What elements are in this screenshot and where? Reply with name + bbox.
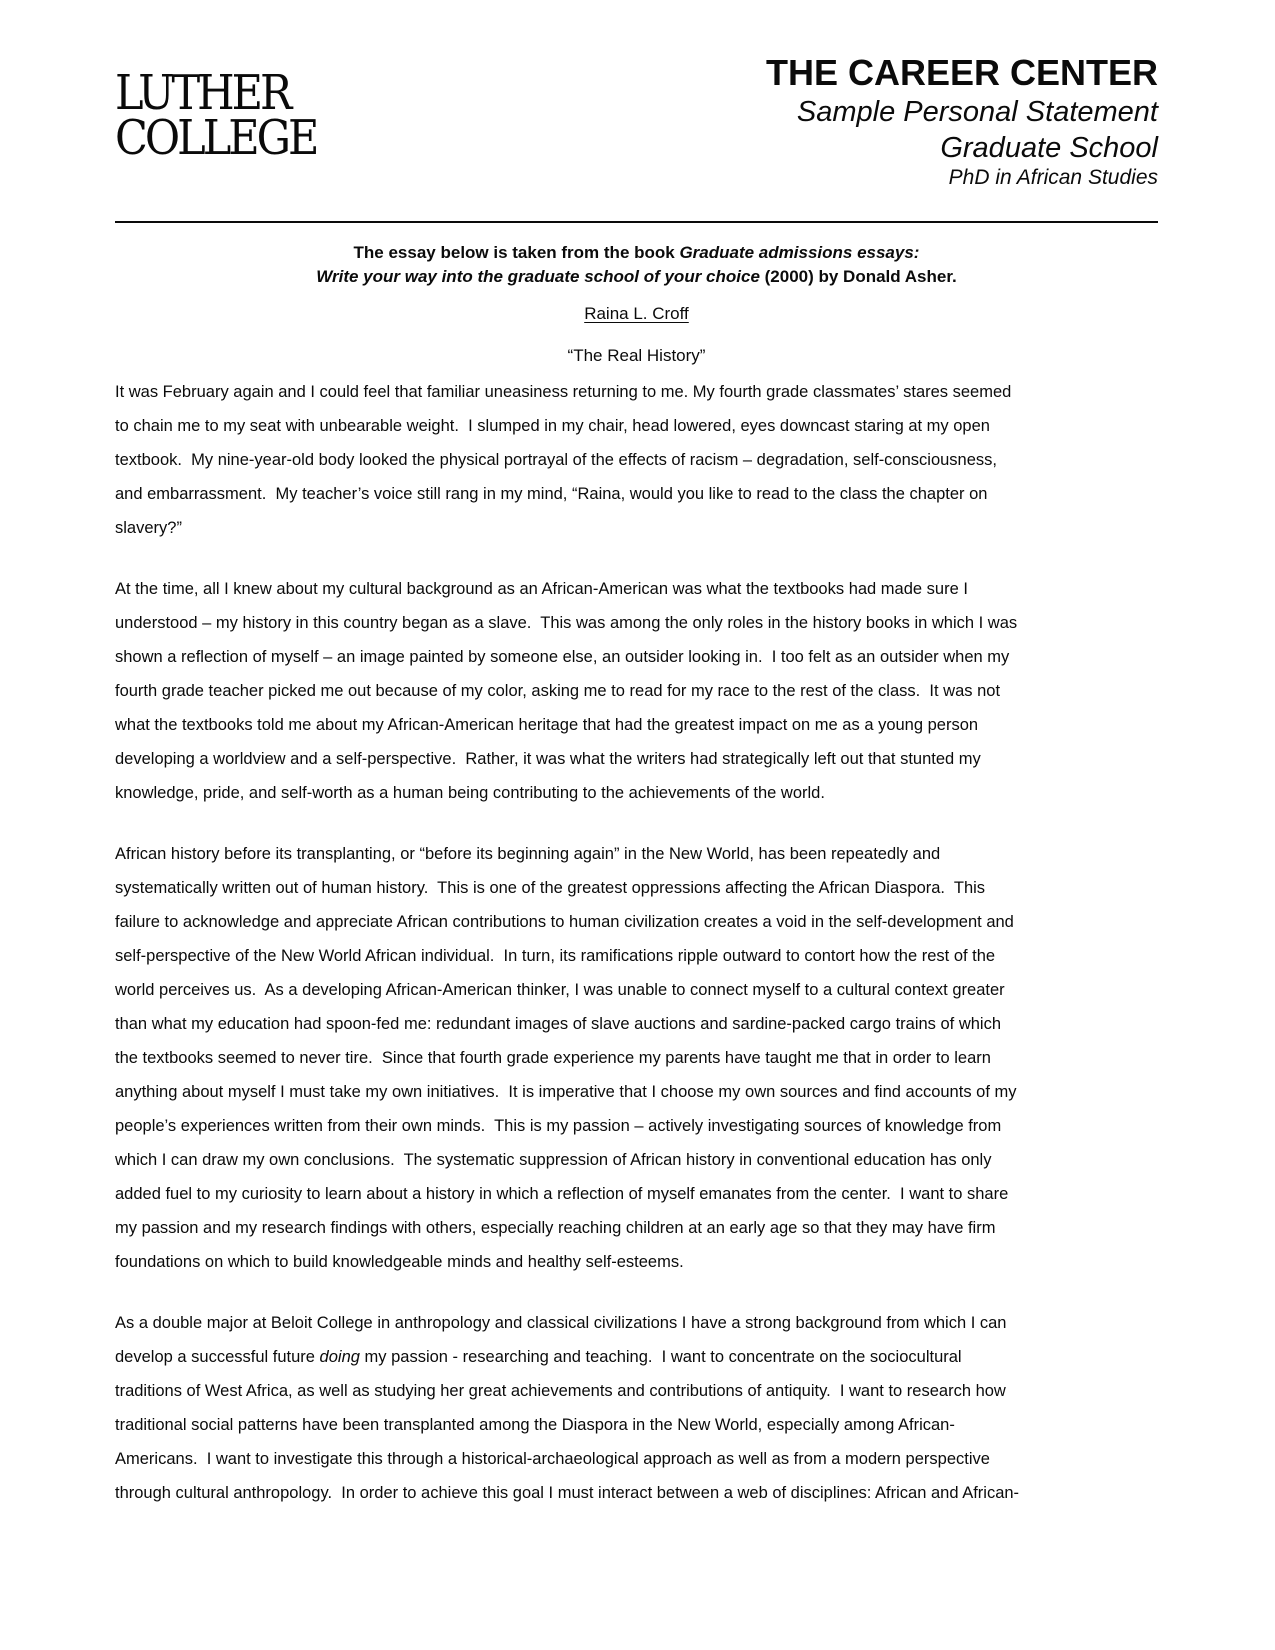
essay-body: [115, 375, 1158, 1510]
text-segment: Graduate admissions essays:: [679, 243, 920, 262]
essay-line: It was February again and I could feel that familiar uneasiness returning to me. My fourth grade classmates’ stares seemed: [115, 383, 1012, 401]
essay-line: African history before its transplanting, or “before its beginning again” in the New World, has been repeatedly and: [115, 845, 941, 863]
essay-line: failure to acknowledge and appreciate African contributions to human civilization creates a void in the self-development and: [115, 913, 1014, 931]
essay-line: slavery?”: [115, 519, 182, 537]
essay-line: As a double major at Beloit College in anthropology and classical civilizations I have a strong background from which I can: [115, 1314, 1007, 1332]
essay-line: [115, 1340, 1158, 1374]
text-segment: doing: [319, 1348, 360, 1366]
page-header: [115, 52, 1158, 191]
essay-line: traditions of West Africa, as well as studying her great achievements and contributions of antiquity. I want to research how: [115, 1382, 1006, 1400]
text-segment: develop a successful future: [115, 1348, 320, 1366]
essay-paragraph: [115, 572, 1158, 810]
text-segment: (2000) by Donald Asher.: [759, 267, 957, 286]
essay-line: what the textbooks told me about my African-American heritage that had the greatest impact on me as a young person: [115, 716, 979, 734]
essay-line: to chain me to my seat with unbearable weight. I slumped in my chair, head lowered, eyes downcast staring at my open: [115, 417, 990, 435]
essay-line: and embarrassment. My teacher’s voice still rang in my mind, “Raina, would you like to read to the class the chapter on: [115, 485, 988, 503]
header-titles: [766, 52, 1158, 191]
header-divider: [115, 221, 1158, 223]
luther-college-logo: [115, 65, 317, 166]
text-segment: The essay below is taken from the book: [353, 243, 680, 262]
essay-title: “The Real History”: [567, 346, 706, 365]
essay-paragraph: [115, 375, 1158, 545]
essay-line: the textbooks seemed to never tire. Since that fourth grade experience my parents have taught me that in order to learn: [115, 1049, 991, 1067]
subtitle-sample-personal-statement: Sample Personal Statement: [796, 96, 1158, 128]
essay-line: shown a reflection of myself – an image painted by someone else, an outsider looking in. I too felt as an outsider when my: [115, 648, 1010, 666]
essay-line: my passion and my research findings with others, especially reaching children at an early age so that they may have firm: [115, 1219, 996, 1237]
essay-line: systematically written out of human history. This is one of the greatest oppressions affecting the African Diaspora. This: [115, 879, 986, 897]
source-note-line-1: [115, 241, 1158, 265]
essay-line: added fuel to my curiosity to learn about a history in which a reflection of myself emanates from the center. I want to share: [115, 1185, 1009, 1203]
essay-line: through cultural anthropology. In order to achieve this goal I must interact between a web of disciplines: African and African-: [115, 1484, 1020, 1502]
essay-line: anything about myself I must take my own initiatives. It is imperative that I choose my own sources and find accounts of my: [115, 1083, 1017, 1101]
logo-line-luther: LUTHER: [115, 65, 290, 122]
essay-line: foundations on which to build knowledgeable minds and healthy self-esteems.: [115, 1253, 684, 1271]
essay-line: At the time, all I knew about my cultural background as an African-American was what the textbooks had made sure I: [115, 580, 968, 598]
essay-line: knowledge, pride, and self-worth as a human being contributing to the achievements of the world.: [115, 784, 825, 802]
essay-paragraph: [115, 837, 1158, 1279]
text-segment: my passion - researching and teaching. I want to concentrate on the sociocultural: [359, 1348, 962, 1366]
essay-line: which I can draw my own conclusions. The systematic suppression of African history in conventional education has only: [115, 1151, 992, 1169]
essay-line: developing a worldview and a self-perspective. Rather, it was what the writers had strategically left out that stunted my: [115, 750, 981, 768]
source-note-line-2: [115, 265, 1158, 289]
essay-line: people’s experiences written from their own minds. This is my passion – actively investigating sources of knowledge from: [115, 1117, 1002, 1135]
essay-line: than what my education had spoon-fed me: redundant images of slave auctions and sardine-packed cargo trains of which: [115, 1015, 1002, 1033]
essay-line: Americans. I want to investigate this through a historical-archaeological approach as well as from a modern perspective: [115, 1450, 990, 1468]
essay-line: traditional social patterns have been transplanted among the Diaspora in the New World, especially among African-: [115, 1416, 955, 1434]
subtitle-phd-african-studies: PhD in African Studies: [948, 166, 1158, 189]
text-segment: Write your way into the graduate school of your choice: [316, 267, 760, 286]
career-center-title: THE CAREER CENTER: [765, 52, 1158, 93]
author-name: Raina L. Croff: [584, 304, 689, 323]
source-note: [115, 241, 1158, 289]
essay-line: world perceives us. As a developing African-American thinker, I was unable to connect myself to a cultural context greater: [115, 981, 1005, 999]
essay-line: understood – my history in this country began as a slave. This was among the only roles in the history books in which I was: [115, 614, 1018, 632]
essay-line: textbook. My nine-year-old body looked the physical portrayal of the effects of racism – degradation, self-consciousness,: [115, 451, 997, 469]
subtitle-graduate-school: Graduate School: [940, 132, 1158, 164]
logo-line-college: COLLEGE: [115, 109, 317, 166]
essay-line: fourth grade teacher picked me out because of my color, asking me to read for my race to the rest of the class. It was not: [115, 682, 1001, 700]
essay-paragraph: [115, 1306, 1158, 1510]
essay-line: self-perspective of the New World African individual. In turn, its ramifications ripple outward to contort how the rest of the: [115, 947, 996, 965]
